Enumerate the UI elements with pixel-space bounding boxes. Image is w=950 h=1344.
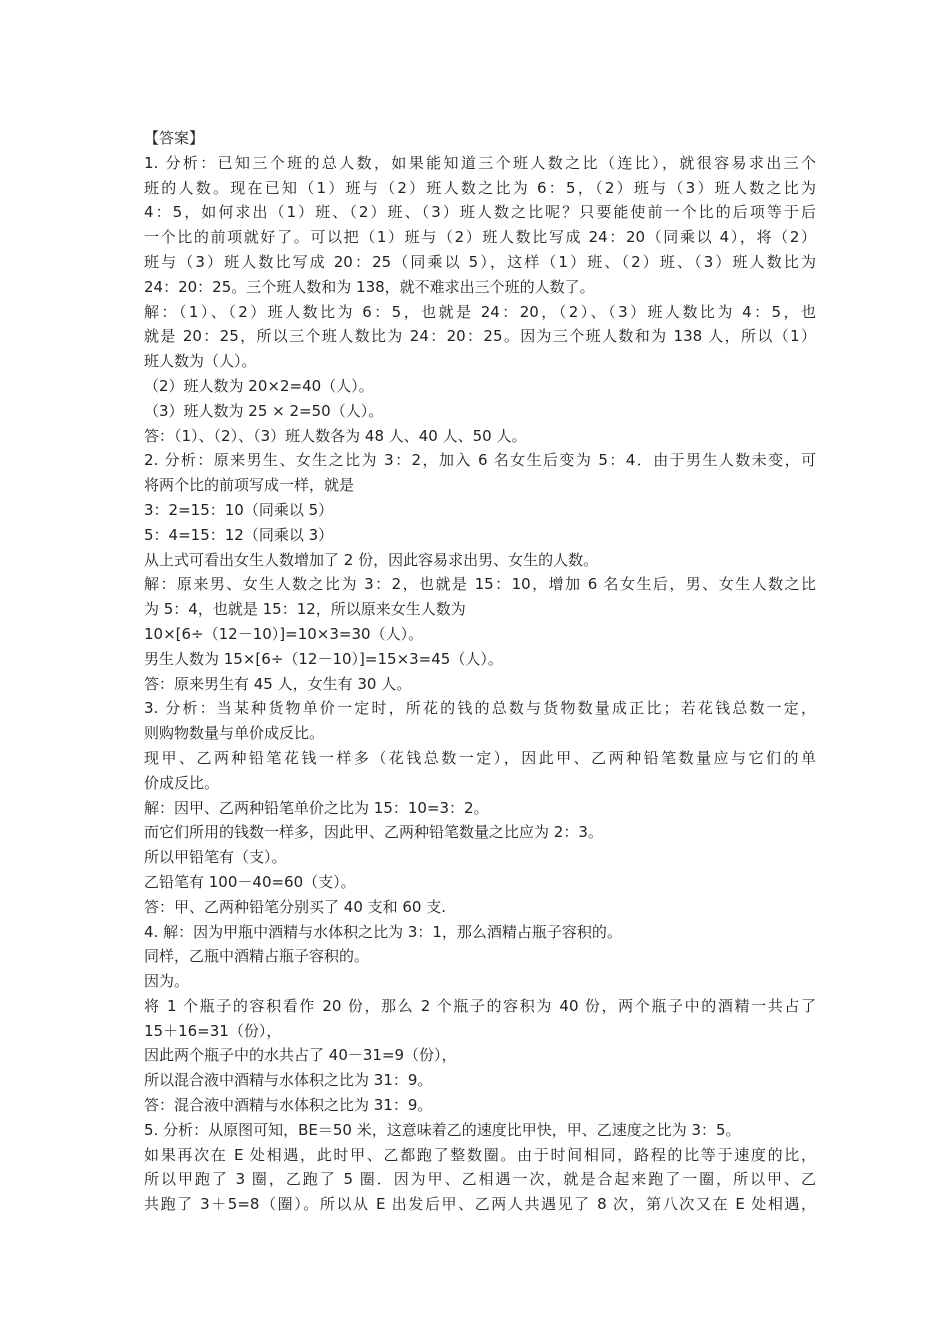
text-line: 3：2=15：10（同乘以 5） <box>144 500 334 519</box>
text-line: 乙铅笔有 100－40=60（支）。 <box>144 872 356 891</box>
text-line: 24：20：25。三个班人数和为 138，就不难求出三个班的人数了。 <box>144 277 595 296</box>
text-line: 答：甲、乙两种铅笔分别买了 40 支和 60 支. <box>144 897 447 916</box>
text-line: 3. 分析：当某种货物单价一定时，所花的钱的总数与货物数量成正比；若花钱总数一定， <box>144 699 816 718</box>
text-line: （2）班人数为 20×2=40（人）。 <box>144 376 374 395</box>
text-line: 班人数为（人）。 <box>144 352 257 371</box>
text-line: 5：4=15：12（同乘以 3） <box>144 525 334 544</box>
text-line: 1. 分析：已知三个班的总人数，如果能知道三个班人数之比（连比），就很容易求出三个 <box>144 153 816 172</box>
text-line: 4：5，如何求出（1）班、（2）班、（3）班人数之比呢？只要能使前一个比的后项等于后 <box>144 203 816 222</box>
text-line: 解：因甲、乙两种铅笔单价之比为 15：10=3：2。 <box>144 798 489 817</box>
text-line: 将 1 个瓶子的容积看作 20 份，那么 2 个瓶子的容积为 40 份，两个瓶子中的酒精一共占了 <box>144 996 816 1015</box>
text-line: 如果再次在 E 处相遇，此时甲、乙都跑了整数圈。由于时间相同，路程的比等于速度的比， <box>144 1145 816 1164</box>
answer-heading: 【答案】 <box>144 129 205 147</box>
text-line: 因此两个瓶子中的水共占了 40－31=9（份）， <box>144 1046 457 1065</box>
text-line: 班与（3）班人数比写成 20：25（同乘以 5），这样（1）班、（2）班、（3）班人数比为 <box>144 252 816 271</box>
text-line: 解：原来男、女生人数之比为 3：2，也就是 15：10，增加 6 名女生后，男、女生人数之比 <box>144 575 816 594</box>
text-line: 所以甲铅笔有（支）。 <box>144 848 287 867</box>
text-line: 答：（1）、（2）、（3）班人数各为 48 人、40 人、50 人。 <box>144 426 527 445</box>
text-line: 4. 解：因为甲瓶中酒精与水体积之比为 3：1，那么酒精占瓶子容积的。 <box>144 922 622 941</box>
text-line: 班的人数。现在已知（1）班与（2）班人数之比为 6：5，（2）班与（3）班人数之比为 <box>144 178 816 197</box>
text-line: 5. 分析：从原图可知，BE＝50 米，这意味着乙的速度比甲快，甲、乙速度之比为 3：5。 <box>144 1120 741 1139</box>
text-line: 同样，乙瓶中酒精占瓶子容积的。 <box>144 947 370 966</box>
text-line: 而它们所用的钱数一样多，因此甲、乙两种铅笔数量之比应为 2：3。 <box>144 823 603 842</box>
text-line: 共跑了 3＋5=8（圈）。所以从 E 出发后甲、乙两人共遇见了 8 次，第八次又在 E 处相遇， <box>144 1195 816 1214</box>
text-line: 答：原来男生有 45 人，女生有 30 人。 <box>144 674 412 693</box>
text-line: 2. 分析：原来男生、女生之比为 3：2，加入 6 名女生后变为 5：4．由于男生人数未变，可 <box>144 451 816 470</box>
text-line: 所以混合液中酒精与水体积之比为 31：9。 <box>144 1071 433 1090</box>
text-line: 为 5：4，也就是 15：12，所以原来女生人数为 <box>144 600 466 619</box>
text-line: 从上式可看出女生人数增加了 2 份，因此容易求出男、女生的人数。 <box>144 550 599 569</box>
text-line: 价成反比。 <box>144 773 220 792</box>
text-line: 就是 20：25，所以三个班人数比为 24：20：25。因为三个班人数和为 138 人，所以（1） <box>144 327 816 346</box>
text-line: 所以甲跑了 3 圈，乙跑了 5 圈．因为甲、乙相遇一次，就是合起来跑了一圈，所以甲、乙 <box>144 1170 816 1189</box>
text-line: 将两个比的前项写成一样，就是 <box>144 476 355 495</box>
text-line: 现甲、乙两种铅笔花钱一样多（花钱总数一定），因此甲、乙两种铅笔数量应与它们的单 <box>144 748 816 767</box>
text-line: 一个比的前项就好了。可以把（1）班与（2）班人数比写成 24：20（同乘以 4），将（2） <box>144 228 816 247</box>
text-line: 15＋16=31（份）， <box>144 1021 282 1040</box>
text-line: 则购物数量与单价成反比。 <box>144 724 325 743</box>
answer-document <box>144 126 816 1217</box>
text-line: 解：（1）、（2）班人数比为 6：5，也就是 24：20，（2）、（3）班人数比为 4：5，也 <box>144 302 816 321</box>
text-line: 因为。 <box>144 972 190 991</box>
text-line: 男生人数为 15×[6÷（12－10）]=15×3=45（人）。 <box>144 649 503 668</box>
text-line: （3）班人数为 25 × 2=50（人）。 <box>144 401 384 420</box>
text-line: 答：混合液中酒精与水体积之比为 31：9。 <box>144 1096 433 1115</box>
text-line: 10×[6÷（12－10）]=10×3=30（人）。 <box>144 624 424 643</box>
